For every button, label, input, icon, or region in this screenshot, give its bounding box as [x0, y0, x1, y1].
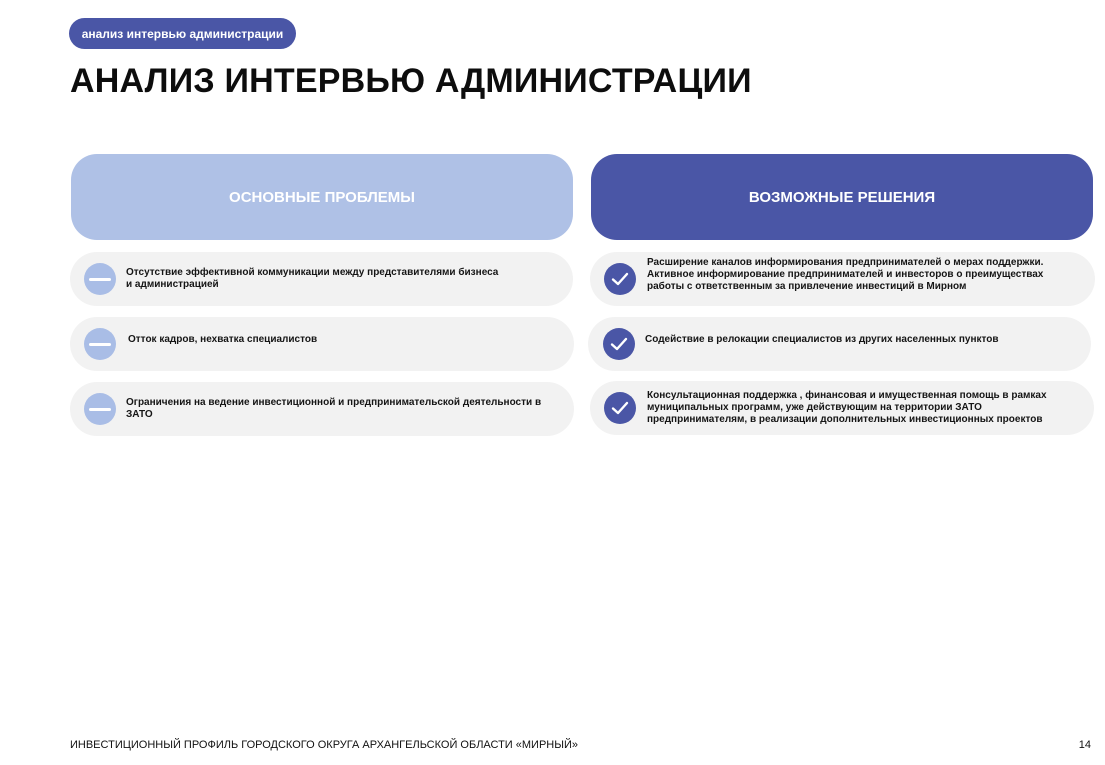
solution-text-1	[647, 257, 1043, 293]
check-icon	[604, 392, 636, 424]
solution-text-2	[645, 334, 999, 346]
problems-column-title: ОСНОВНЫЕ ПРОБЛЕМЫ	[229, 188, 415, 206]
problem-text-1-line-2: и администрацией	[126, 279, 219, 290]
minus-icon	[84, 393, 116, 425]
problem-row-1	[70, 252, 573, 306]
solution-row-3	[590, 381, 1094, 435]
solution-text-1-line-1: Расширение каналов информирования предпринимателей о мерах поддержки.	[647, 257, 1044, 268]
problem-text-2-line-1: Отток кадров, нехватка специалистов	[128, 333, 318, 345]
solutions-column-header	[591, 154, 1093, 240]
solution-text-1-line-3: работы с ответственным за привлечение инвестиций в Мирном	[647, 281, 967, 292]
section-tag: анализ интервью администрации	[69, 18, 296, 49]
solution-text-2-line-1: Содействие в релокации специалистов из других населенных пунктов	[645, 334, 999, 345]
solution-row-2	[588, 317, 1091, 371]
solution-row-1	[590, 252, 1095, 306]
solution-text-3-line-3: предпринимателям, в реализации дополнительных инвестиционных проектов	[647, 414, 1043, 425]
footer-text: ИНВЕСТИЦИОННЫЙ ПРОФИЛЬ ГОРОДСКОГО ОКРУГА АРХАНГЕЛЬСКОЙ ОБЛАСТИ «МИРНЫЙ»	[70, 739, 578, 751]
problem-text-1	[126, 267, 498, 291]
solution-text-3-line-2: муниципальных программ, уже действующим на территории ЗАТО	[647, 402, 982, 413]
check-icon	[603, 328, 635, 360]
check-icon	[604, 263, 636, 295]
problem-text-3	[126, 397, 541, 421]
problems-column-header	[71, 154, 573, 240]
solution-text-3-line-1: Консультационная поддержка , финансовая и имущественная помощь в рамках	[647, 390, 1047, 401]
problem-text-3-line-1: Ограничения на ведение инвестиционной и предпринимательской деятельности в	[126, 397, 542, 408]
problem-row-3	[70, 382, 574, 436]
minus-icon	[84, 263, 116, 295]
solutions-column-title: ВОЗМОЖНЫЕ РЕШЕНИЯ	[748, 188, 936, 206]
problem-text-1-line-1: Отсутствие эффективной коммуникации между представителями бизнеса	[126, 267, 499, 278]
problem-text-2	[128, 334, 317, 346]
page-number: 14	[1078, 739, 1091, 751]
problem-text-3-line-2: ЗАТО	[126, 409, 153, 420]
page-title: АНАЛИЗ ИНТЕРВЬЮ АДМИНИСТРАЦИИ	[70, 62, 752, 100]
minus-icon	[84, 328, 116, 360]
solution-text-3	[647, 390, 1047, 426]
solution-text-1-line-2: Активное информирование предпринимателей и инвесторов о преимуществах	[647, 269, 1044, 280]
problem-row-2	[70, 317, 574, 371]
